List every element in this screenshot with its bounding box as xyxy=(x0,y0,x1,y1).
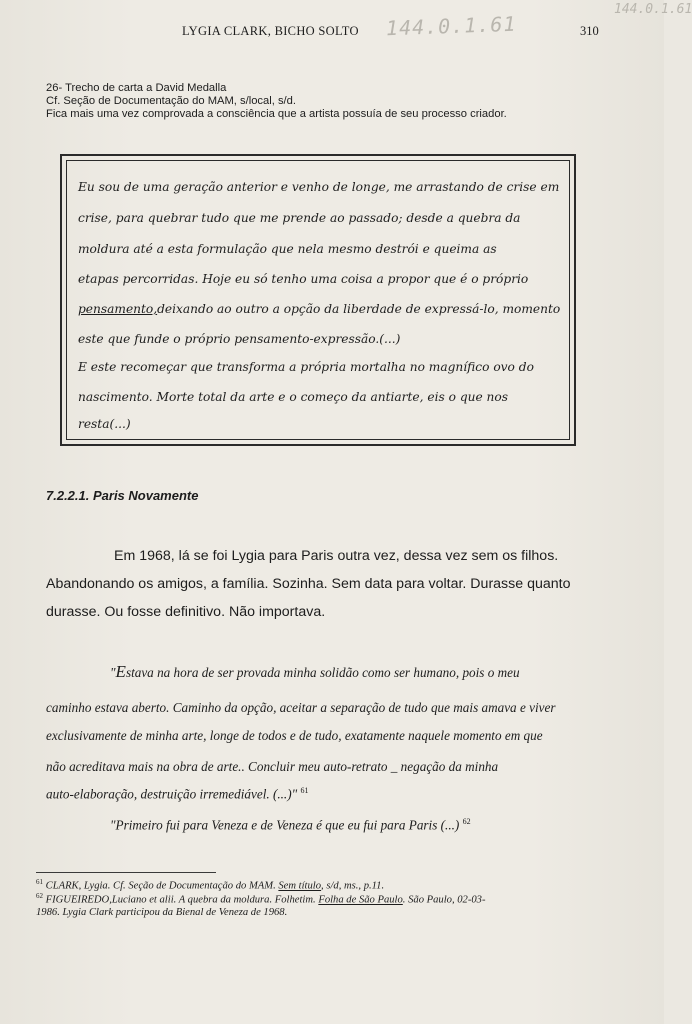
footnote-text: FIGUEIREDO,Luciano et alii. A quebra da moldura. Folhetim. xyxy=(45,894,316,906)
section-heading: 7.2.2.1. Paris Novamente xyxy=(46,488,199,503)
page-number: 310 xyxy=(580,24,599,38)
body-line: durasse. Ou fosse definitivo. Não importava. xyxy=(46,604,326,620)
quote-line: não acreditava mais na obra de arte.. Concluir meu auto-retrato _ negação da minha xyxy=(46,759,499,774)
quote-initial-letter: E xyxy=(115,662,126,681)
caption-line: Cf. Seção de Documentação do MAM, s/local, s/d. xyxy=(46,95,296,108)
underlined-word: pensamento, xyxy=(78,302,158,316)
caption-line: Fica mais uma vez comprovada a consciência que a artista possuía de seu processo criador. xyxy=(46,108,507,121)
letter-line: este que funde o próprio pensamento-expressão.(...) xyxy=(78,332,401,346)
footnote-number: 62 xyxy=(36,892,43,900)
quote-line-text: auto-elaboração, destruição irremediável. (...)" xyxy=(46,786,298,802)
footnote-62-continued: 1986. Lygia Clark participou da Bienal de Veneza de 1968. xyxy=(36,907,288,918)
footnote-62 xyxy=(36,892,485,906)
quote-line-text: stava na hora de ser provada minha solidão como ser humano, pois o meu xyxy=(125,665,520,680)
footnote-number: 61 xyxy=(36,878,43,886)
footnote-61 xyxy=(36,878,384,892)
footnote-reference: 62 xyxy=(462,817,471,826)
archive-pencil-mark: 144.0.1.61 xyxy=(385,11,517,41)
figure-caption xyxy=(46,82,507,122)
quote-open-mark: " xyxy=(110,665,116,680)
footnote-title: Sem título xyxy=(278,880,322,892)
quote-line xyxy=(46,817,594,833)
letter-line: E este recomeçar que transforma a própria mortalha no magnífico ovo do xyxy=(78,360,534,374)
running-head: LYGIA CLARK, BICHO SOLTO xyxy=(182,24,359,38)
quote-line: exclusivamente de minha arte, longe de todos e de tudo, exatamente naquele momento em que xyxy=(46,728,543,743)
footnote-reference: 61 xyxy=(300,786,309,795)
caption-line: 26- Trecho de carta a David Medalla xyxy=(46,82,227,94)
footnote-text: , s/d, ms., p.11. xyxy=(321,880,385,892)
footnote-text: . São Paulo, 02-03- xyxy=(402,894,486,906)
footnote-text: CLARK, Lygia. Cf. Seção de Documentação do MAM. xyxy=(45,880,276,892)
body-line: Em 1968, lá se foi Lygia para Paris outra vez, dessa vez sem os filhos. xyxy=(114,548,559,564)
letter-line-with-underline xyxy=(78,302,560,316)
letter-line-rest: deixando ao outro a opção da liberdade de expressá-lo, momento xyxy=(157,302,561,316)
letter-line: moldura até a esta formulação que nela mesmo destrói e queima as xyxy=(78,242,497,256)
body-line: Abandonando os amigos, a família. Sozinha. Sem data para voltar. Durasse quanto xyxy=(46,576,571,592)
letter-line: resta(...) xyxy=(78,417,131,431)
quote-line xyxy=(46,662,594,682)
letter-line: Eu sou de uma geração anterior e venho de longe, me arrastando de crise em xyxy=(78,180,560,194)
footnote-divider xyxy=(36,872,216,873)
quote-line: caminho estava aberto. Caminho da opção, aceitar a separação de tudo que mais amava e viver xyxy=(46,700,556,715)
quote-line-text: "Primeiro fui para Veneza e de Veneza é que eu fui para Paris (...) xyxy=(110,817,460,833)
letter-line: etapas percorridas. Hoje eu só tenho uma coisa a propor que é o próprio xyxy=(78,272,529,286)
archive-corner-mark: 144.0.1.61 xyxy=(614,2,692,17)
letter-line: nascimento. Morte total da arte e o começo da antiarte, eis o que nos xyxy=(78,390,508,404)
quote-line xyxy=(46,786,594,802)
letter-excerpt-frame xyxy=(60,154,576,446)
footnote-title: Folha de São Paulo xyxy=(318,894,403,906)
letter-line: crise, para quebrar tudo que me prende ao passado; desde a quebra da xyxy=(78,211,521,225)
